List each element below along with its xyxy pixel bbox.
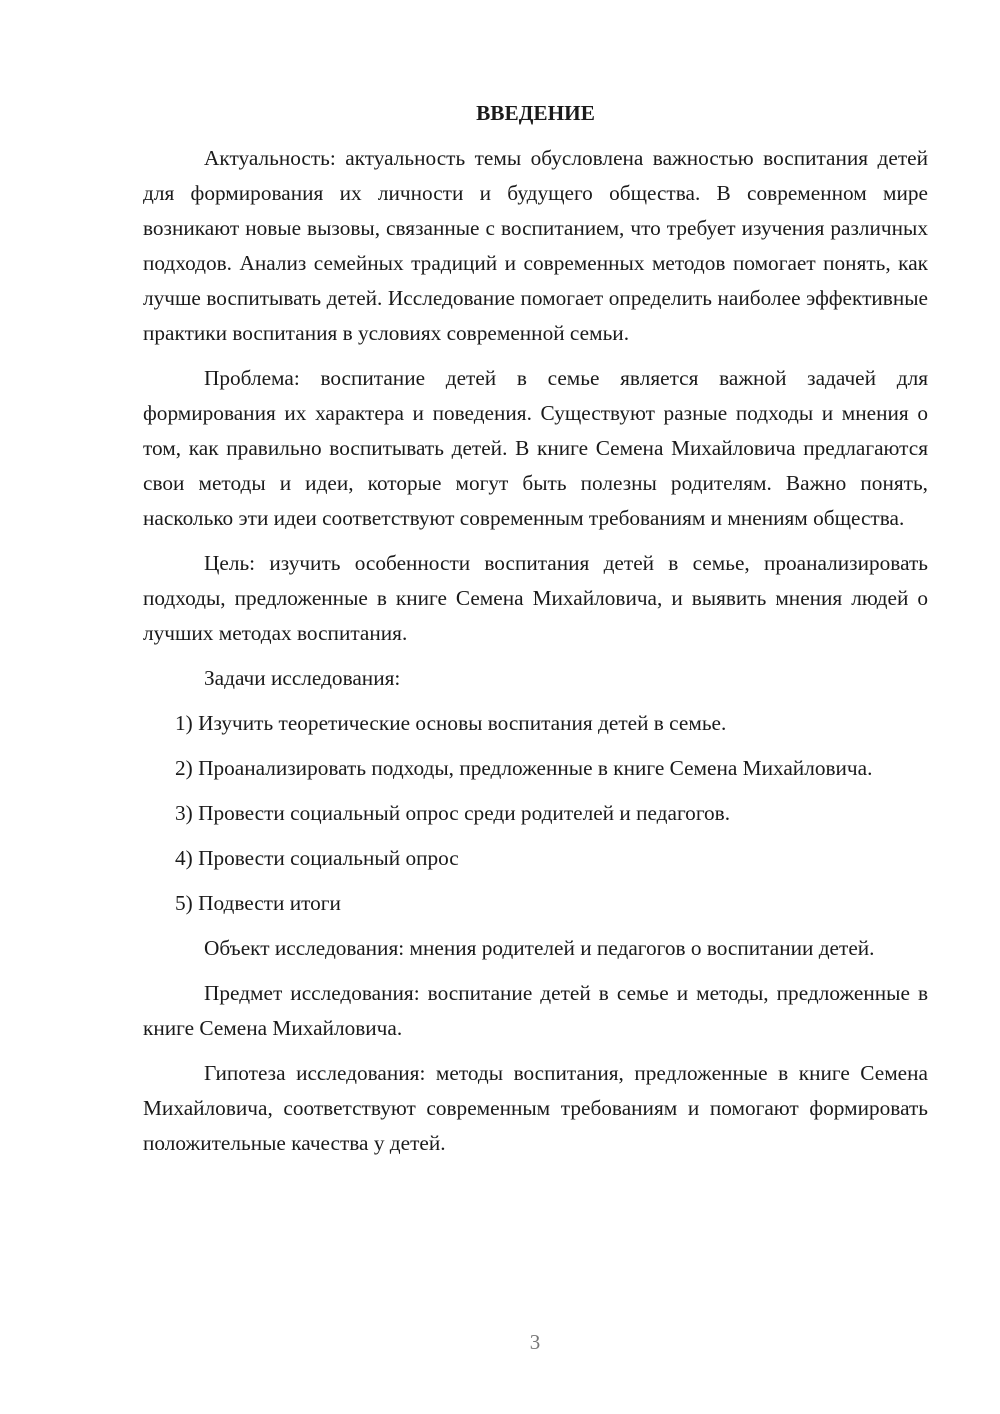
- task-item-1: 1) Изучить теоретические основы воспитания детей в семье.: [175, 711, 727, 735]
- tasks-heading: Задачи исследования:: [204, 666, 401, 690]
- task-item-3: 3) Провести социальный опрос среди родителей и педагогов.: [175, 801, 731, 825]
- section-title: ВВЕДЕНИЕ: [476, 101, 595, 125]
- task-item-2: 2) Проанализировать подходы, предложенные в книге Семена Михайловича.: [175, 756, 873, 780]
- paragraph-goal: Цель: изучить особенности воспитания детей в семье, проанализировать подходы, предложенные в книге Семена Михайловича, и выявить мнения людей о лучших методах воспитания.: [143, 551, 928, 645]
- task-item-4: 4) Провести социальный опрос: [175, 846, 459, 870]
- paragraph-problem: Проблема: воспитание детей в семье является важной задачей для формирования их характера и поведения. Существуют разные подходы и мнения о том, как правильно воспитывать детей. В книге Семена Михайловича предлагаются свои методы и идеи, которые могут быть полезны родителям. Важно понять, насколько эти идеи соответствуют современным требованиям и мнениям общества.: [143, 366, 928, 530]
- page-content: [143, 96, 928, 1171]
- paragraph-object: Объект исследования: мнения родителей и педагогов о воспитании детей.: [204, 936, 875, 960]
- paragraph-hypothesis: Гипотеза исследования: методы воспитания, предложенные в книге Семена Михайловича, соответствуют современным требованиям и помогают формировать положительные качества у детей.: [143, 1061, 928, 1155]
- paragraph-relevance: Актуальность: актуальность темы обусловлена важностью воспитания детей для формирования их личности и будущего общества. В современном мире возникают новые вызовы, связанные с воспитанием, что требует изучения различных подходов. Анализ семейных традиций и современных методов помогает понять, как лучше воспитывать детей. Исследование помогает определить наиболее эффективные практики воспитания в условиях современной семьи.: [143, 146, 928, 345]
- page-number: 3: [529, 1330, 541, 1354]
- task-item-5: 5) Подвести итоги: [175, 891, 341, 915]
- paragraph-subject: Предмет исследования: воспитание детей в семье и методы, предложенные в книге Семена Михайловича.: [143, 981, 928, 1040]
